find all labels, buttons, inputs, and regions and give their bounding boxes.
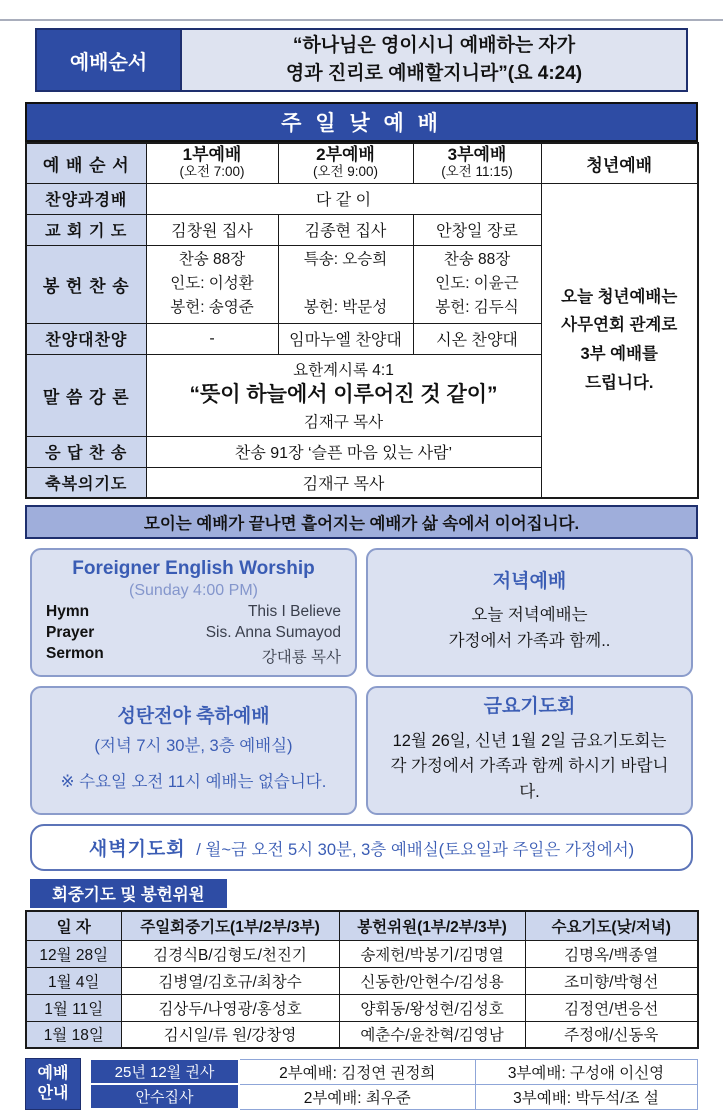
service-order-table — [25, 142, 699, 499]
praise-value: 다 같 이 — [146, 183, 541, 214]
praise-row — [26, 183, 698, 214]
offering-hymn-part1: 찬송 88장 인도: 이성환 봉헌: 송영준 — [146, 245, 278, 323]
english-prayer-row: Prayer Sis. Anna Sumayod — [46, 624, 341, 642]
duty-table — [25, 910, 699, 1049]
worship-notice-table — [91, 1058, 698, 1110]
header-verse — [182, 30, 686, 90]
offering-hymn-part2: 특송: 오승희 봉헌: 박문성 — [278, 245, 413, 323]
info-panels — [30, 548, 693, 815]
order-column-header: 예 배 순 서 — [26, 143, 146, 183]
sermon-label: 말 씀 강 론 — [26, 354, 146, 436]
response-hymn-value: 찬송 91장 ‘슬픈 마음 있는 사람’ — [146, 436, 541, 467]
praise-label: 찬양과경배 — [26, 183, 146, 214]
duty-row: 1월 4일 김병열/김호규/최창수 신동한/안현수/김성용 조미향/박형선 — [26, 967, 698, 994]
english-worship-title: Foreigner English Worship — [72, 557, 315, 579]
youth-worship-header: 청년예배 — [541, 143, 698, 183]
evening-worship-panel: 저녁예배 오늘 저녁예배는 가정에서 가족과 함께.. — [366, 548, 693, 677]
offering-hymn-part3: 찬송 88장 인도: 이윤근 봉헌: 김두식 — [413, 245, 541, 323]
youth-note-cell: 오늘 청년예배는 사무연회 관계로 3부 예배를 드립니다. — [541, 183, 698, 498]
part1-header: 1부예배 (오전 7:00) — [146, 143, 278, 183]
sermon-cell — [146, 354, 541, 436]
christmas-eve-panel — [30, 686, 357, 815]
response-hymn-label: 응 답 찬 송 — [26, 436, 146, 467]
church-prayer-part3: 안창일 장로 — [413, 214, 541, 245]
sermon-scripture: 요한계시록 4:1 — [293, 362, 394, 380]
christmas-eve-time: (저녁 7시 30분, 3층 예배실) — [94, 737, 293, 756]
choir-part2: 임마누엘 찬양대 — [278, 323, 413, 354]
notice-row: 안수집사 2부예배: 최우준 3부예배: 박두석/조 설 — [91, 1084, 697, 1109]
service-table-header-row — [26, 143, 698, 183]
dawn-prayer-title: 새벽기도회 — [88, 839, 186, 860]
choir-label: 찬양대찬양 — [26, 323, 146, 354]
bulletin-header — [35, 28, 688, 92]
christmas-eve-note: ※ 수요일 오전 11시 예배는 없습니다. — [60, 772, 327, 791]
duty-row: 1월 11일 김상두/나영광/홍성호 양휘동/왕성현/김성호 김정연/변응선 — [26, 994, 698, 1021]
duty-section-title: 회중기도 및 봉헌위원 — [30, 879, 227, 908]
worship-notice-label: 예배 안내 — [25, 1058, 81, 1110]
duty-row: 1월 18일 김시일/류 원/강창영 예춘수/윤찬혁/김영남 주정애/신동욱 — [26, 1021, 698, 1048]
church-prayer-part2: 김종현 집사 — [278, 214, 413, 245]
friday-prayer-panel: 금요기도회 12월 26일, 신년 1월 2일 금요기도회는 각 가정에서 가족과 함께 하시기 바랍니다. — [366, 686, 693, 815]
part3-header: 3부예배 (오전 11:15) — [413, 143, 541, 183]
evening-worship-title: 저녁예배 — [492, 570, 567, 592]
page-top-rule — [0, 19, 723, 21]
sermon-preacher: 김재구 목사 — [303, 413, 384, 431]
worship-notice — [25, 1058, 698, 1110]
notice-row: 25년 12월 권사 2부예배: 김정연 권정희 3부예배: 구성애 이신영 — [91, 1059, 697, 1084]
verse-line-2: 영과 진리로 예배할지니라”(요 4:24) — [285, 63, 583, 84]
benediction-label: 축복의기도 — [26, 467, 146, 498]
dawn-prayer-banner — [30, 824, 693, 871]
benediction-value: 김재구 목사 — [146, 467, 541, 498]
part2-header: 2부예배 (오전 9:00) — [278, 143, 413, 183]
worship-order-label: 예배순서 — [37, 30, 182, 90]
english-sermon-row: Sermon 강대룡 목사 — [46, 645, 341, 667]
duty-header-row: 일 자 주일회중기도(1부/2부/3부) 봉헌위원(1부/2부/3부) 수요기도(낮/저녁) — [26, 911, 698, 940]
sunday-day-worship-title: 주 일 낮 예 배 — [25, 102, 698, 142]
choir-part1: - — [146, 323, 278, 354]
christmas-eve-title: 성탄전야 축하예배 — [117, 705, 270, 727]
sermon-title: “뜻이 하늘에서 이루어진 것 같이” — [189, 383, 498, 407]
dawn-prayer-detail: / 월~금 오전 5시 30분, 3층 예배실(토요일과 주일은 가정에서) — [196, 841, 635, 859]
english-worship-panel — [30, 548, 357, 677]
verse-line-1: “하나님은 영이시니 예배하는 자가 — [292, 35, 576, 57]
offering-hymn-label: 봉 헌 찬 송 — [26, 245, 146, 323]
church-prayer-part1: 김창원 집사 — [146, 214, 278, 245]
english-worship-time: (Sunday 4:00 PM) — [129, 582, 258, 600]
friday-prayer-title: 금요기도회 — [483, 695, 576, 717]
scatter-worship-note: 모이는 예배가 끝나면 흩어지는 예배가 삶 속에서 이어집니다. — [25, 505, 698, 539]
church-prayer-label: 교 회 기 도 — [26, 214, 146, 245]
english-hymn-row: Hymn This I Believe — [46, 603, 341, 621]
choir-part3: 시온 찬양대 — [413, 323, 541, 354]
duty-row: 12월 28일 김경식B/김형도/천진기 송제헌/박봉기/김명열 김명옥/백종열 — [26, 940, 698, 967]
